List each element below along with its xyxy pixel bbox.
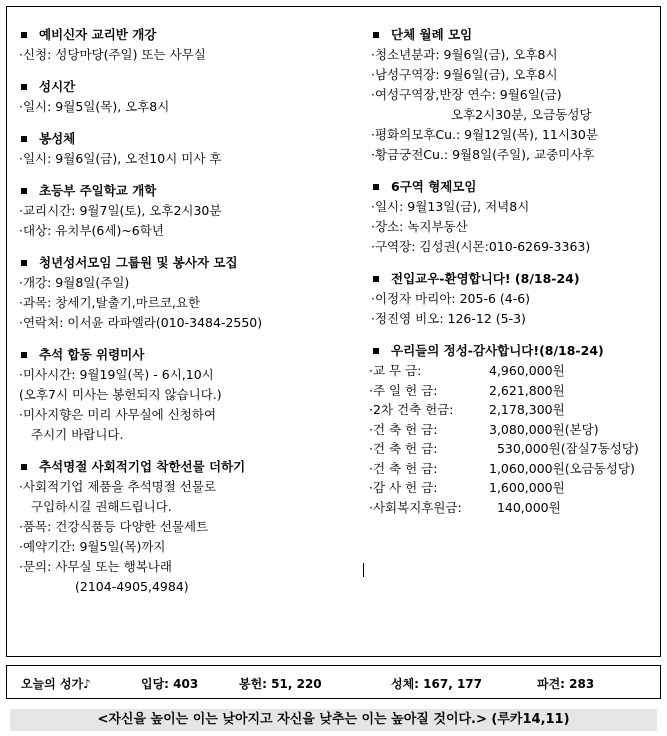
section-line: ·사회적기업 제품을 추석명절 선물로 — [19, 479, 217, 494]
bullet-square-icon — [21, 464, 27, 470]
section-line: ·정진영 비오: 126-12 (5-3) — [371, 311, 526, 326]
bullet-square-icon — [373, 276, 379, 282]
right-column — [369, 25, 661, 529]
section-line: ·문의: 사무실 또는 행복나래 — [19, 559, 172, 574]
bullet-square-icon — [373, 32, 379, 38]
offering-row: ·사회복지후원금: 140,000원 — [369, 499, 561, 515]
offering-row: ·건 축 헌 금: 530,000원(잠실7동성당) — [369, 441, 639, 456]
hymn-offertory: 봉헌: 51, 220 — [239, 677, 322, 691]
section-line: ·일시: 9월6일(금), 오전10시 미사 후 — [19, 151, 222, 166]
section-line: ·미사시간: 9월19일(목) - 6시,10시 — [19, 367, 214, 382]
section-group-meetings — [369, 25, 661, 165]
section-line: ·이정자 마리아: 205-6 (4-6) — [371, 291, 531, 306]
bullet-square-icon — [21, 84, 27, 90]
section-catechumen — [17, 25, 347, 65]
section-line: ·일시: 9월13일(금), 저녁8시 — [371, 199, 530, 214]
section-district-6 — [369, 177, 661, 257]
section-line: (2104-4905,4984) — [75, 579, 189, 594]
section-title: 성시간 — [17, 77, 347, 97]
section-line: ·청소년분과: 9월6일(금), 오후8시 — [371, 47, 558, 62]
section-line: 오후2시30분, 오금동성당 — [451, 107, 592, 122]
section-line: ·예약기간: 9월5일(목)까지 — [19, 539, 166, 554]
section-title: 봉성체 — [17, 129, 347, 149]
section-line: ·신청: 성당마당(주일) 또는 사무실 — [19, 47, 206, 62]
section-title: 추석 합동 위령미사 — [17, 345, 347, 365]
section-line: ·교리시간: 9월7일(토), 오후2시30분 — [19, 203, 222, 218]
hymn-bar — [6, 665, 661, 699]
offering-row: ·감 사 헌 금: 1,600,000원 — [369, 480, 565, 495]
bullet-square-icon — [373, 348, 379, 354]
bulletin-frame — [6, 6, 661, 657]
bullet-square-icon — [373, 184, 379, 190]
section-new-parishioners — [369, 269, 661, 329]
section-sunday-school — [17, 181, 347, 241]
section-line: ·장소: 녹지부동산 — [371, 219, 468, 234]
bullet-square-icon — [21, 136, 27, 142]
section-title: 청년성서모임 그룹원 및 봉사자 모집 — [17, 253, 347, 273]
hymn-entrance: 입당: 403 — [141, 677, 199, 691]
bullet-square-icon — [21, 260, 27, 266]
section-title: 추석명절 사회적기업 착한선물 더하기 — [17, 457, 347, 477]
bullet-square-icon — [21, 188, 27, 194]
offering-row: ·건 축 헌 금: 3,080,000원(본당) — [369, 421, 599, 437]
section-communion-sick — [17, 129, 347, 169]
section-line: ·남성구역장: 9월6일(금), 오후8시 — [371, 67, 558, 82]
section-line: ·황금궁전Cu.: 9월8일(주일), 교중미사후 — [371, 147, 595, 162]
bullet-square-icon — [21, 352, 27, 358]
bullet-square-icon — [21, 32, 27, 38]
section-title: 6구역 형제모임 — [369, 177, 661, 197]
section-line: 구입하시길 권해드립니다. — [31, 499, 172, 514]
text-cursor — [363, 563, 364, 577]
section-holy-hour — [17, 77, 347, 117]
hymn-communion: 성체: 167, 177 — [391, 677, 482, 691]
section-youth-bible — [17, 253, 347, 333]
offering-row: ·건 축 헌 금: 1,060,000원(오금동성당) — [369, 460, 635, 476]
left-column — [17, 25, 347, 609]
section-line: ·품목: 건강식품등 다양한 선물세트 — [19, 519, 209, 534]
section-line: ·평화의모후Cu.: 9월12일(목), 11시30분 — [371, 127, 598, 142]
section-memorial-mass — [17, 345, 347, 445]
section-line: ·여성구역장,반장 연수: 9월6일(금) — [371, 87, 562, 102]
section-line: ·일시: 9월5일(목), 오후8시 — [19, 99, 170, 114]
offering-row: ·주 일 헌 금: 2,621,800원 — [369, 382, 565, 398]
hymn-dismissal: 파견: 283 — [537, 677, 595, 691]
section-offerings — [369, 341, 661, 517]
section-title: 초등부 주일학교 개학 — [17, 181, 347, 201]
section-title: 예비신자 교리반 개강 — [17, 25, 347, 45]
section-social-gift — [17, 457, 347, 597]
section-title: 전입교우-환영합니다! (8/18-24) — [369, 269, 661, 289]
hymn-label: 오늘의 성가♪ — [21, 677, 91, 691]
section-line: ·연락처: 이서윤 라파엘라(010-3484-2550) — [19, 315, 263, 330]
section-title: 단체 월례 모임 — [369, 25, 661, 45]
section-line: ·대상: 유치부(6세)~6학년 — [19, 223, 164, 238]
scripture-quote: <자신을 높이는 이는 낮아지고 자신을 낮추는 이는 높아질 것이다.> (루카14,11) — [10, 709, 657, 731]
section-line: ·미사지향은 미리 사무실에 신청하여 — [19, 407, 217, 422]
section-line: ·과목: 창세기,탈출기,마르코,요한 — [19, 295, 201, 310]
offering-row: ·교 무 금: 4,960,000원 — [369, 363, 565, 378]
section-title: 우리들의 정성-감사합니다!(8/18-24) — [369, 341, 661, 361]
offering-row: ·2차 건축 헌금: 2,178,300원 — [369, 402, 565, 417]
section-line: (오후7시 미사는 봉헌되지 않습니다.) — [19, 387, 222, 402]
section-line: ·구역장: 김성권(시몬:010-6269-3363) — [371, 239, 591, 254]
section-line: 주시기 바랍니다. — [31, 427, 124, 442]
section-line: ·개강: 9월8일(주일) — [19, 275, 130, 290]
